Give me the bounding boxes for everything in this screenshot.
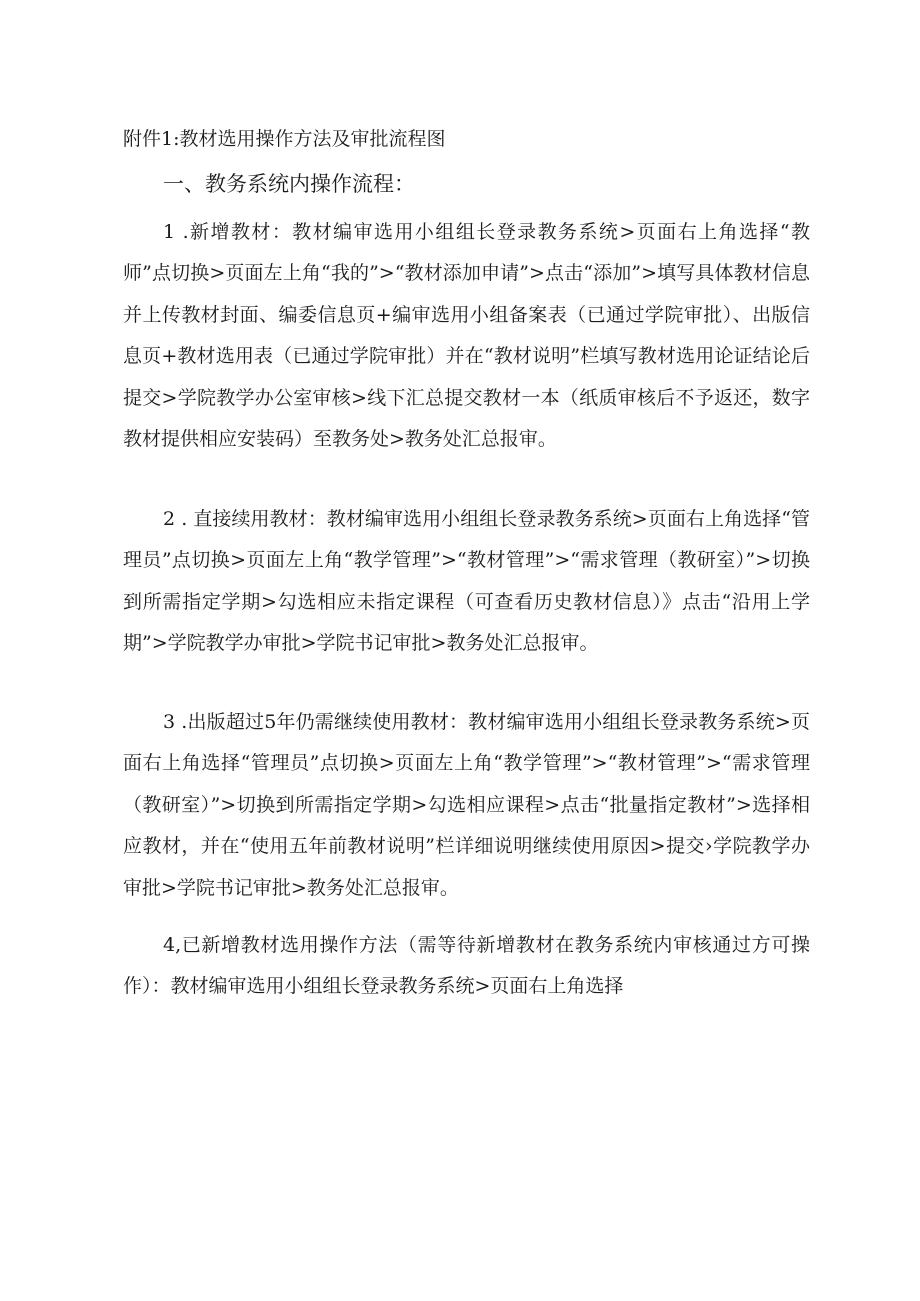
paragraph-new-textbook: 1 .新增教材：教材编审选用小组组长登录教务系统>页面右上角选择“教师”点切换>页面左上角“我的”>“教材添加申请”>点击“添加”>填写具体教材信息并上传教材封面、编委信息页+编审选用小组备案表（已通过学院审批）、出版信息页+教材选用表（已通过学院审批）并在“教材说明”栏填写教材选用论证结论后提交>学院教学办公室审核>线下汇总提交教材一本（纸质审核后不予返还，数字教材提供相应安装码）至教务处>教务处汇总报审。 [123,221,810,451]
paragraph-added-textbook: 4,已新增教材选用操作方法（需等待新增教材在教务系统内审核通过方可操作）：教材编审选用小组组长登录教务系统>页面右上角选择 [123,934,810,998]
attachment-title: 附件1:教材选用操作方法及审批流程图 [123,128,446,150]
paragraph-older-textbook: 3 .出版超过5年仍需继续使用教材：教材编审选用小组组长登录教务系统>页面右上角选择“管理员”点切换>页面左上角“教学管理”>“教材管理”>“需求管理（教研室）”>切换到所需指定学期>勾选相应课程>点击“批量指定教材”>选择相应教材，并在“使用五年前教材说明”栏详细说明继续使用原因>提交›学院教学办审批>学院书记审批>教务处汇总报审。 [123,711,810,899]
paragraph-continue-textbook: 2 . 直接续用教材：教材编审选用小组组长登录教务系统>页面右上角选择“管理员”点切换>页面左上角“教学管理”>“教材管理”>“需求管理（教研室）”>切换到所需指定学期>勾选相应未指定课程（可查看历史教材信息）》点击“沿用上学期”>学院教学办审批>学院书记审批>教务处汇总报审。 [123,508,810,655]
section-heading: 一、教务系统内操作流程： [163,172,415,196]
